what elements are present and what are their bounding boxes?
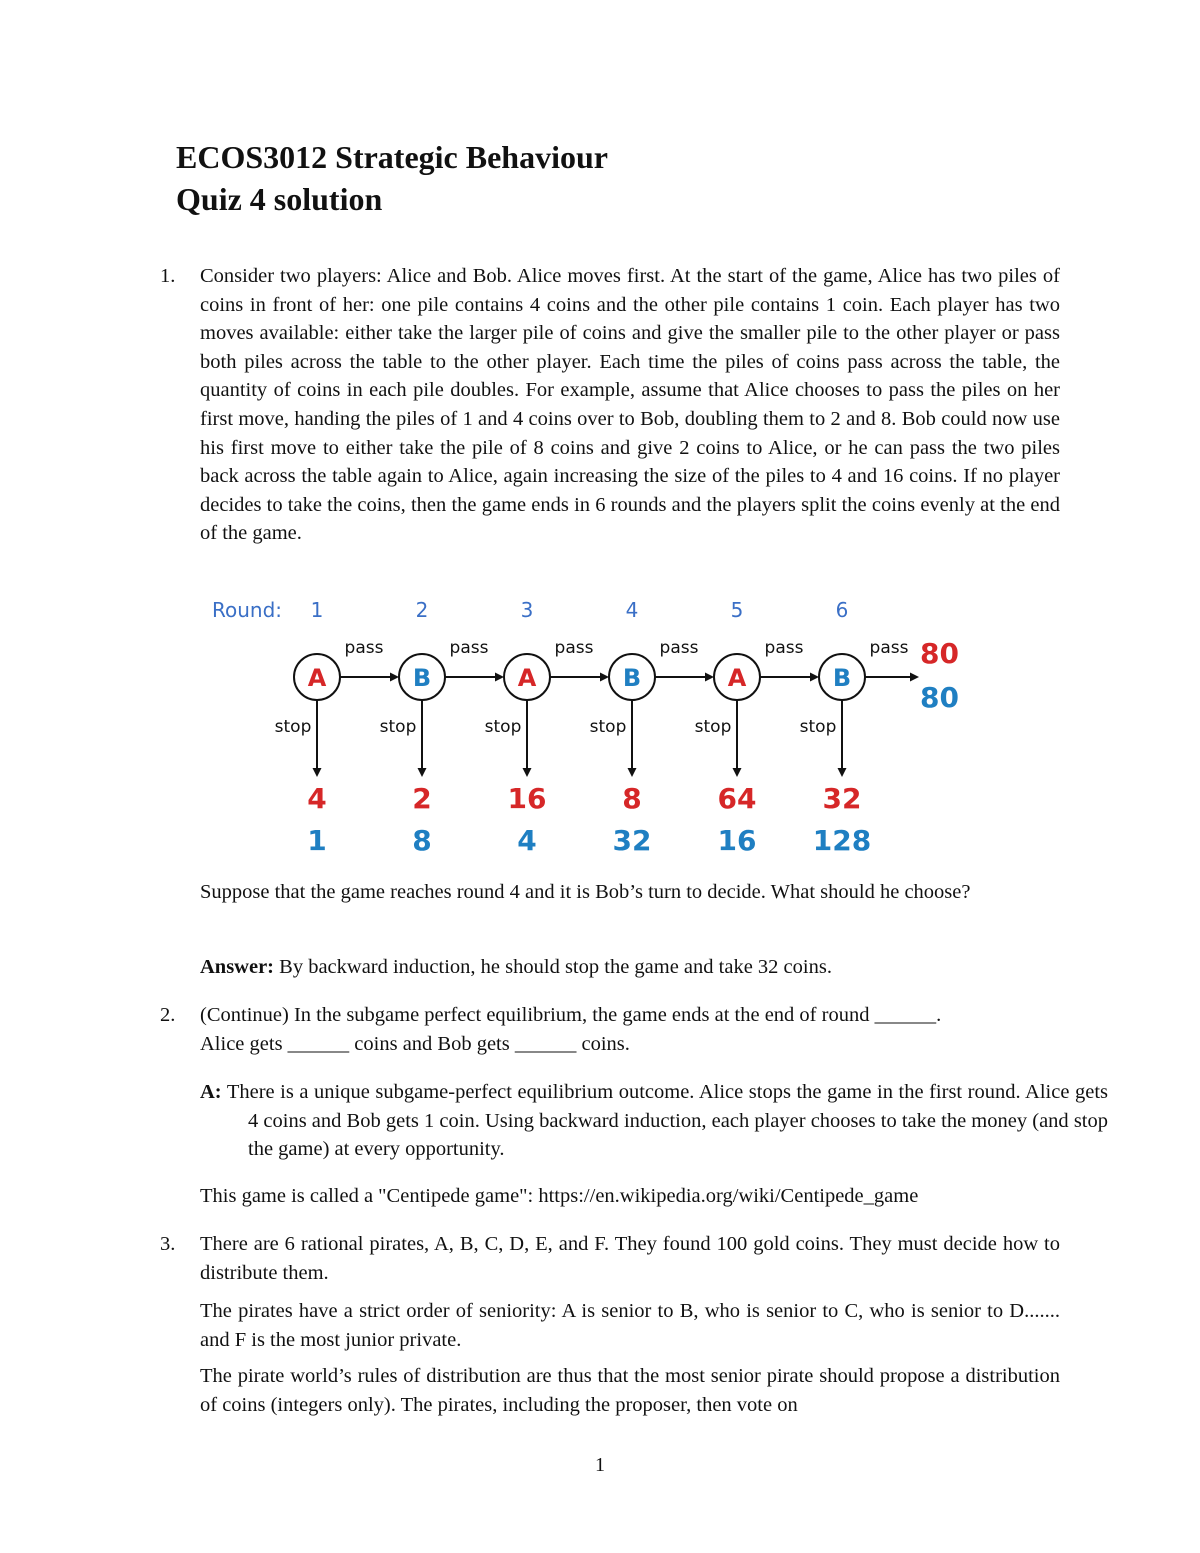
round-label: Round: [212,598,283,622]
centipede-note: This game is called a "Centipede game": https://en.wikipedia.org/wiki/Centipede_game [200,1185,919,1207]
payoff-alice: 2 [412,782,432,815]
pass-label: pass [449,638,489,658]
end-payoff-bob: 80 [920,681,959,714]
question-1-text: Consider two players: Alice and Bob. Alice moves first. At the start of the game, Alice has two piles of coins in front of her: one pile contains 4 coins and the other pile contains 1 coin. Each player has two moves available: either take the larger pile of coins and give the smaller pile to the other player or pass both piles across the table to the other player. Each time the piles of coins pass across the table, the quantity of coins in each pile doubles. For example, assume that Alice chooses to pass the piles on her first move, handing the piles of 1 and 4 coins over to Bob, doubling them to 2 and 8. Bob could now use his first move to either take the pile of 8 coins and give 2 coins to Alice, or he can pass the two piles back across the table again to Alice, again increasing the size of the piles to 4 and 16 coins. If no player decides to take the coins, then the game ends in 6 rounds and the players split the coins evenly at the end of the game. [200,265,1060,545]
stop-label: stop [484,717,522,737]
question-3-number: 3. [160,1233,176,1255]
centipede-diagram-svg [200,588,980,863]
stop-label: stop [799,717,837,737]
pass-label: pass [344,638,384,658]
question-3 [160,1230,1060,1287]
node-player-label: A [307,664,327,692]
end-payoff-alice: 80 [920,637,959,670]
question-1 [160,262,1060,548]
round-number: 1 [310,598,324,622]
node-player-label: A [517,664,537,692]
pass-label: pass [764,638,804,658]
round-number: 5 [730,598,744,622]
payoff-alice: 4 [307,782,327,815]
payoff-bob: 16 [717,824,757,857]
answer-text: There is a unique subgame-perfect equilibrium outcome. Alice stops the game in the first round. Alice gets 4 coins and Bob gets 1 coin. Using backward induction, each player chooses to take the money (and stop the game) at every opportunity. [221,1081,1108,1161]
payoff-bob: 1 [307,824,327,857]
pass-label: pass [659,638,699,658]
round-number: 2 [415,598,429,622]
stop-label: stop [694,717,732,737]
round-number: 6 [835,598,849,622]
pass-label: pass [554,638,594,658]
answer-label: Answer: [200,956,275,978]
payoff-bob: 8 [412,824,432,857]
question-2-answer [200,1078,1108,1164]
title-course: ECOS3012 Strategic Behaviour [176,139,608,175]
payoff-bob: 4 [517,824,537,857]
question-2-line1: (Continue) In the subgame perfect equilibrium, the game ends at the end of round ______. [200,1004,942,1026]
payoff-alice: 16 [507,782,547,815]
title-quiz: Quiz 4 solution [176,181,383,217]
question-1-prompt: Suppose that the game reaches round 4 and it is Bob’s turn to decide. What should he choose? [200,881,971,903]
node-player-label: B [412,664,432,692]
answer-text: By backward induction, he should stop the game and take 32 coins. [274,956,832,978]
payoff-alice: 64 [717,782,757,815]
round-number: 3 [520,598,534,622]
question-1-number: 1. [160,265,176,287]
question-3-seniority: The pirates have a strict order of seniority: A is senior to B, who is senior to C, who is senior to D....... and F is the most junior private. [200,1300,1060,1351]
question-2 [160,1001,1060,1058]
question-3-rules: The pirate world’s rules of distribution are thus that the most senior pirate should propose a distribution of coins (integers only). The pirates, including the proposer, then vote on [200,1365,1060,1416]
stop-label: stop [589,717,627,737]
payoff-alice: 32 [822,782,862,815]
centipede-diagram [200,588,980,863]
document-title [176,136,608,220]
question-2-line2: Alice gets ______ coins and Bob gets ______ coins. [200,1032,630,1055]
stop-label: stop [274,717,312,737]
payoff-bob: 128 [812,824,872,857]
pass-label: pass [869,638,909,658]
question-2-number: 2. [160,1004,176,1026]
node-player-label: B [832,664,852,692]
node-player-label: B [622,664,642,692]
question-1-answer [200,953,1060,982]
stop-label: stop [379,717,417,737]
payoff-alice: 8 [622,782,642,815]
payoff-bob: 32 [612,824,652,857]
page-number: 1 [595,1454,605,1476]
round-number: 4 [625,598,639,622]
node-player-label: A [727,664,747,692]
question-3-text: There are 6 rational pirates, A, B, C, D, E, and F. They found 100 gold coins. They must decide how to distribute them. [200,1233,1060,1284]
answer-label: A: [200,1081,222,1103]
